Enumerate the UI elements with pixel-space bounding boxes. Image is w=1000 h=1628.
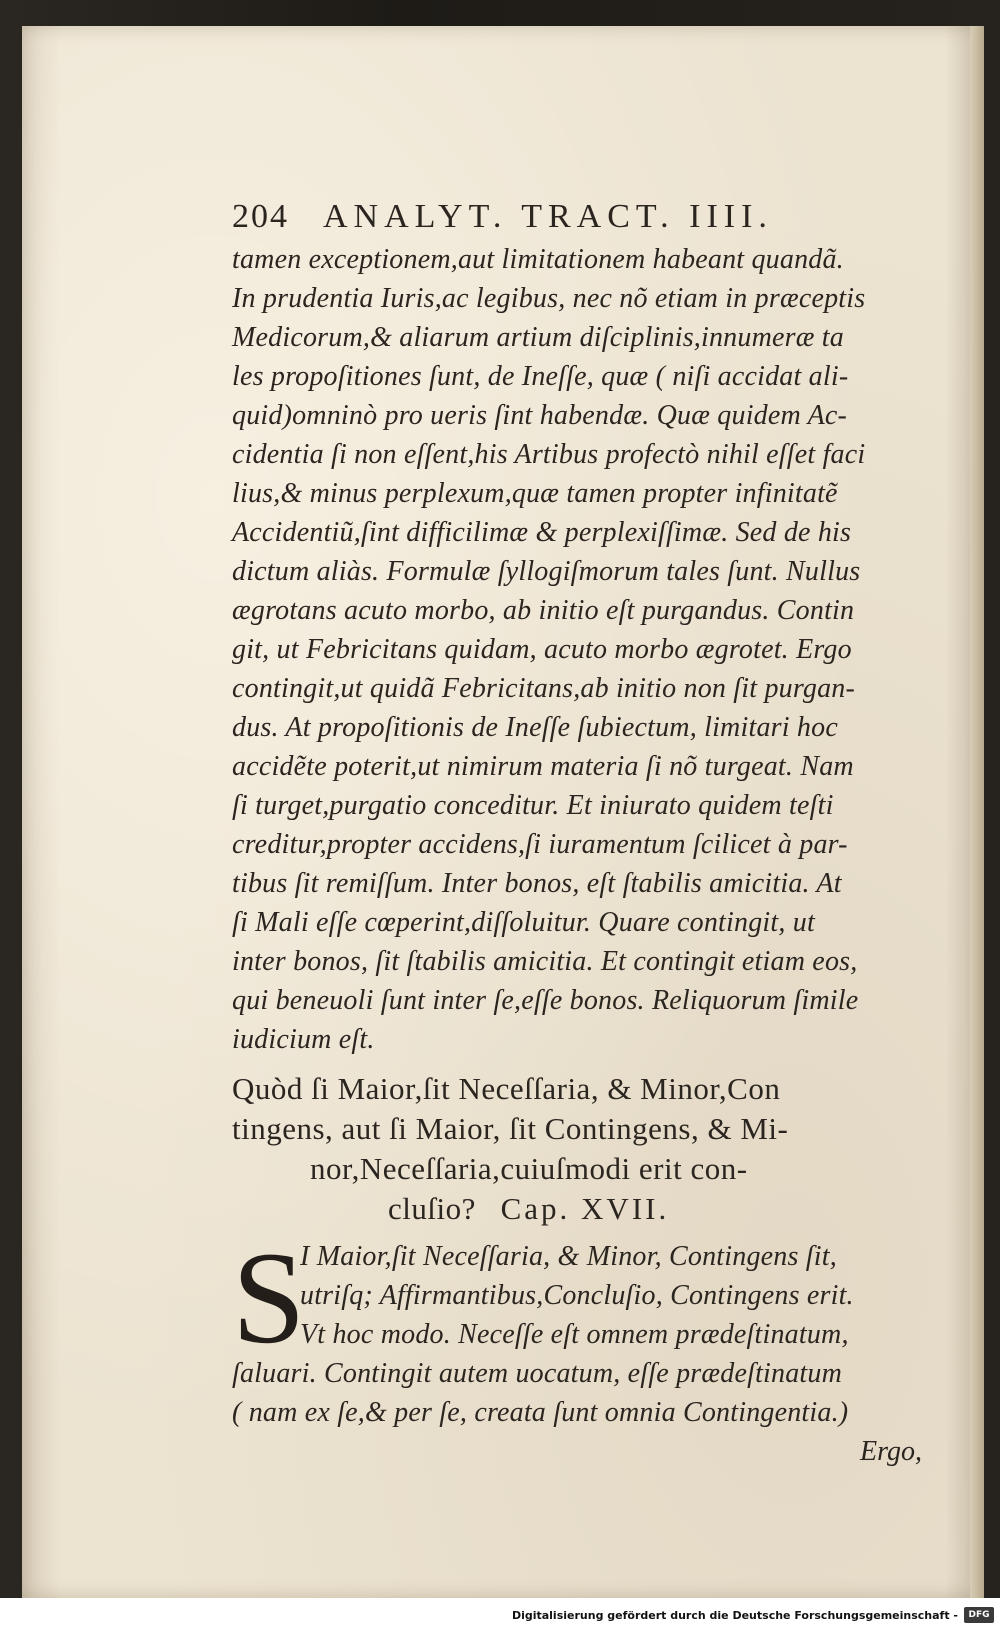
running-title: ANALYT. TRACT. IIII. — [323, 198, 773, 235]
text-line: I Maior,ſit Neceſſaria, & Minor, Contingens ſit, — [300, 1241, 837, 1272]
text-line: contingit,ut quidã Febricitans,ab initio non ſit purgan- — [232, 673, 856, 704]
text-line: Accidentiũ,ſint difficilimæ & perplexiſſimæ. Sed de his — [232, 517, 852, 548]
book-page — [22, 26, 984, 1598]
page-edge — [970, 26, 984, 1598]
text-line: tamen exceptionem,aut limitationem habeant quandã. — [232, 244, 844, 275]
drop-cap: S — [232, 1224, 306, 1371]
chapter-heading — [232, 1069, 952, 1229]
text-line: les propoſitiones ſunt, de Ineſſe, quæ ( niſi accidat ali- — [232, 361, 849, 392]
text-line: inter bonos, ſit ſtabilis amicitia. Et contingit etiam eos, — [232, 946, 858, 977]
text-line: Medicorum,& aliarum artium diſciplinis,innumeræ ta — [232, 322, 844, 353]
text-line: creditur,propter accidens,ſi iuramentum ſcilicet à par- — [232, 829, 848, 860]
text-line: tibus ſit remiſſum. Inter bonos, eſt ſtabilis amicitia. At — [232, 868, 842, 899]
text-line: dictum aliàs. Formulæ ſyllogiſmorum tales ſunt. Nullus — [232, 556, 861, 587]
text-line: accidẽte poterit,ut nimirum materia ſi nõ turgeat. Nam — [232, 751, 854, 782]
text-line: ægrotans acuto morbo, ab initio eſt purgandus. Contin — [232, 595, 855, 626]
heading-line: tingens, aut ſi Maior, ſit Contingens, & Mi- — [232, 1111, 789, 1146]
text-line: ( nam ex ſe,& per ſe, creata ſunt omnia Contingentia.) — [232, 1397, 849, 1428]
text-line: git, ut Febricitans quidam, acuto morbo ægrotet. Ergo — [232, 634, 852, 665]
heading-line-last — [232, 1189, 952, 1229]
text-block — [232, 196, 952, 1471]
text-line: iudicium eſt. — [232, 1024, 375, 1055]
text-line: ſi turget,purgatio conceditur. Et iniurato quidem teſti — [232, 790, 834, 821]
text-line: utriſq; Affirmantibus,Concluſio, Contingens erit. — [300, 1280, 854, 1311]
text-line: ſaluari. Contingit autem uocatum, eſſe prædeſtinatum — [232, 1358, 843, 1389]
chapter-body — [232, 1224, 952, 1471]
text-line: cidentia ſi non eſſent,his Artibus profectò nihil eſſet faci — [232, 439, 866, 470]
text-line: quid)omninò pro ueris ſint habendæ. Quæ quidem Ac- — [232, 400, 848, 431]
text-line: Vt hoc modo. Neceſſe eſt omnem prædeſtinatum, — [300, 1319, 849, 1350]
catchword: Ergo, — [860, 1436, 922, 1467]
heading-line: nor,Neceſſaria,cuiuſmodi erit con- — [310, 1151, 748, 1186]
text-line: ſi Mali eſſe cœperint,diſſoluitur. Quare contingit, ut — [232, 907, 815, 938]
chapter-label: Cap. XVII. — [500, 1191, 670, 1226]
digitization-footer — [0, 1598, 1000, 1628]
text-line: qui beneuoli ſunt inter ſe,eſſe bonos. Reliquorum ſimile — [232, 985, 859, 1016]
text-line: lius,& minus perplexum,quæ tamen propter infinitatẽ — [232, 478, 838, 509]
heading-word: cluſio? — [388, 1191, 476, 1226]
heading-line: Quòd ſi Maior,ſit Neceſſaria, & Minor,Con — [232, 1071, 781, 1106]
footer-credit: Digitalisierung gefördert durch die Deutsche Forschungsgemeinschaft - — [511, 1609, 958, 1622]
text-line: In prudentia Iuris,ac legibus, nec nõ etiam in præceptis — [232, 283, 866, 314]
running-head — [232, 196, 952, 238]
page-number: 204 — [232, 198, 289, 235]
text-line: dus. At propoſitionis de Ineſſe ſubiectum, limitari hoc — [232, 712, 838, 743]
dfg-logo: DFG — [964, 1607, 994, 1623]
body-text — [232, 240, 952, 1059]
